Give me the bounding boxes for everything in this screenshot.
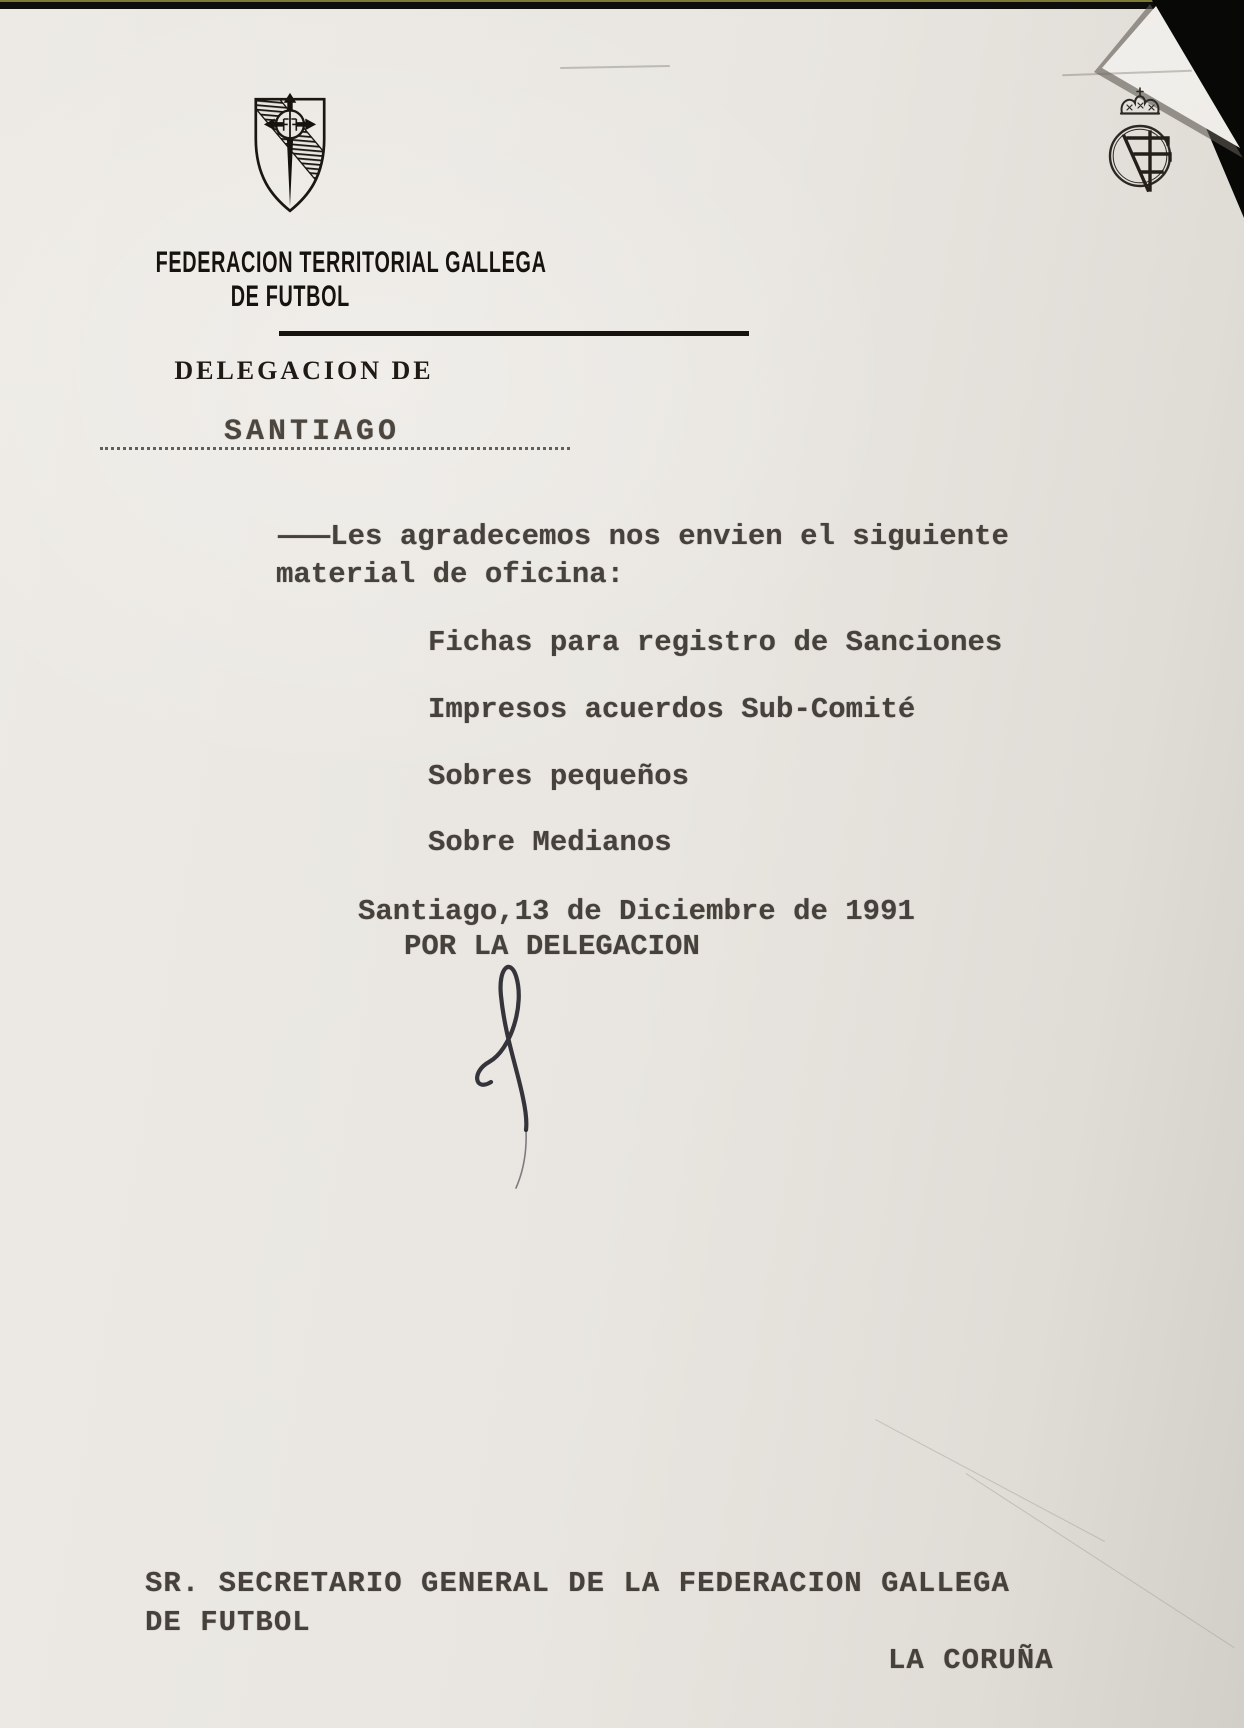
fef-crown-crest-icon xyxy=(1098,86,1182,196)
pencil-mark xyxy=(560,65,670,69)
city-line: LA CORUÑA xyxy=(888,1644,1054,1677)
addressee-line-2: DE FUTBOL xyxy=(145,1606,311,1639)
request-item: Sobre Medianos xyxy=(428,826,672,859)
letterhead xyxy=(55,0,547,470)
intro-line-1: ———Les agradecemos nos envien el siguiente xyxy=(278,520,1009,553)
addressee-line-1: SR. SECRETARIO GENERAL DE LA FEDERACION GALLEGA xyxy=(145,1567,1010,1600)
handwritten-signature xyxy=(455,950,625,1190)
date-line: Santiago,13 de Diciembre de 1991 xyxy=(358,895,915,928)
letterhead-rule xyxy=(279,331,749,336)
org-name-line1: FEDERACION TERRITORIAL GALLEGA xyxy=(155,246,547,279)
delegation-label: DELEGACION DE xyxy=(174,356,434,385)
org-name-line2: DE FUTBOL xyxy=(230,280,350,313)
scratch-line xyxy=(966,1473,1235,1648)
fgf-shield-crest-icon xyxy=(55,86,525,224)
request-item: Sobres pequeños xyxy=(428,760,690,793)
scratch-line xyxy=(875,1419,1105,1542)
request-item: Fichas para registro de Sanciones xyxy=(428,626,1003,659)
signature-caption: POR LA DELEGACION xyxy=(404,930,700,963)
delegation-value: SANTIAGO xyxy=(223,415,401,449)
intro-line-2: material de oficina: xyxy=(276,558,625,591)
dotted-fill-line xyxy=(100,447,570,450)
request-item: Impresos acuerdos Sub-Comité xyxy=(428,693,916,726)
